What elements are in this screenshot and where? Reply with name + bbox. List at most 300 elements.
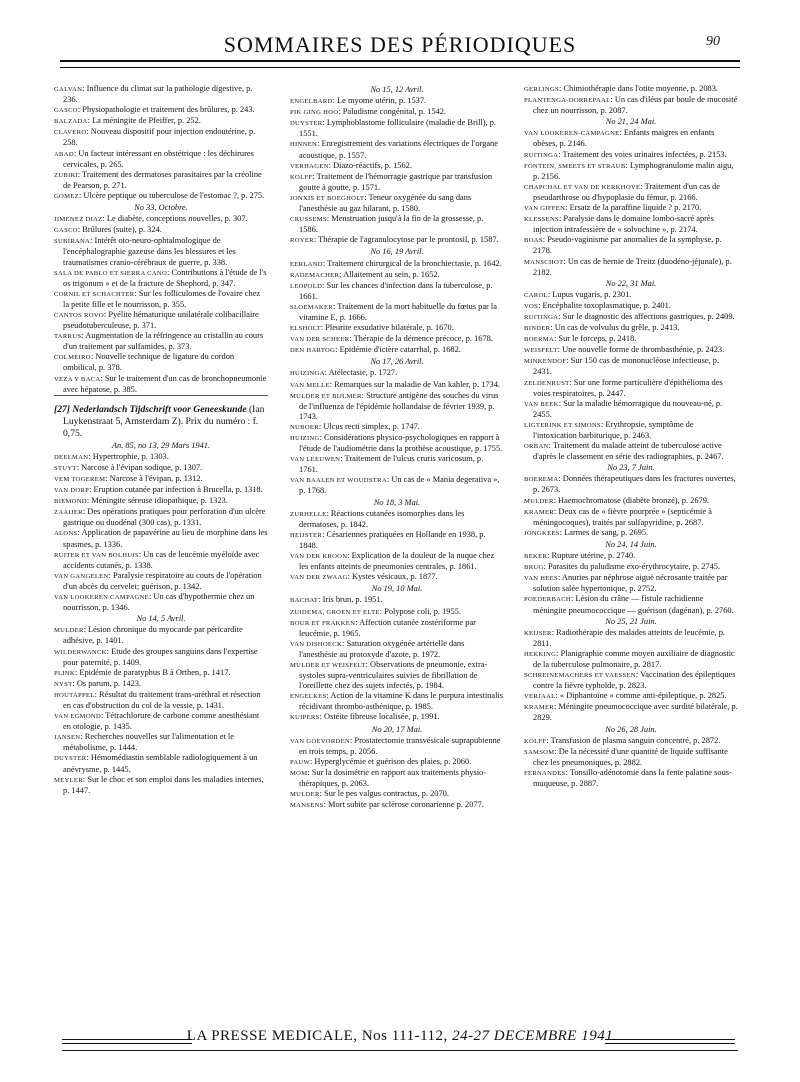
article-entry (54, 571, 268, 592)
article-title: : Ulcère peptique ou tuberculose de l'estomac ?, p. 275. (78, 190, 265, 200)
article-title: : Etude des groupes sanguins dans l'expertise pour paternité, p. 1409. (63, 646, 258, 667)
article-author: MULDER (290, 791, 320, 799)
article-title: : Epidémie d'ictère catarrhal, p. 1682. (335, 345, 461, 355)
article-entry (54, 592, 268, 613)
article-title: : Traitement d'un cas de pseudarthrose ou d'hypoplasie du fémur, p. 2166. (533, 181, 720, 202)
article-title: : Enregistrement des variations électriques de l'organe acoustique, p. 1557. (299, 139, 498, 160)
article-author: BEKER (524, 553, 548, 561)
article-title: : Enfants maigres en enfants obèses, p. 2146. (533, 128, 715, 149)
article-title: : Sur le traitement d'un cas de bronchopneumonie avec hépatose, p. 385. (63, 373, 267, 394)
article-author: JIMENEZ DIAZ (54, 216, 103, 224)
issue-heading: No 33, Octobre. (134, 203, 188, 213)
article-title: : Pseudo-vaginisme par anomalies de la symphyse, p. 2178. (533, 235, 722, 256)
article-entry (524, 128, 738, 149)
article-title: : Sur le forceps, p. 2418. (554, 334, 637, 344)
article-title: : Diazo-réactifs, p. 1562. (328, 160, 412, 170)
article-entry (54, 550, 268, 571)
article-entry (524, 356, 738, 377)
article-title: : Lésion chronique du myocarde par péricardite adhésive, p. 1401. (63, 625, 243, 646)
article-title: : Un cas d'hypothermie chez un nourrisson, p. 1346. (63, 592, 255, 613)
issue-heading: No 17, 26 Avril. (370, 357, 424, 367)
article-author: SUBIRANA (54, 238, 91, 246)
article-author: KUIPERS (290, 714, 320, 722)
article-author: LEOPOLD (290, 282, 323, 290)
article-author: PAUW (290, 758, 311, 766)
article-author: BOERMA (524, 336, 555, 344)
article-author: CANTOS ROVO (54, 311, 104, 319)
article-entry (524, 670, 738, 691)
article-entry (290, 270, 504, 281)
article-author: KLESSENS (524, 216, 560, 224)
article-title: : Un cas d'iléus par boule de mucosité chez un nourrisson, p. 2087. (533, 95, 738, 116)
article-author: GASCO (54, 227, 78, 235)
article-author: ZUBIRI (54, 171, 78, 179)
article-author: MINKENDOF (524, 358, 567, 366)
article-author: HUIZINGA (290, 370, 325, 378)
article-author: ZAAIJER (54, 509, 83, 517)
article-author: GASCO (54, 107, 78, 115)
header-rule (60, 60, 740, 68)
article-entry (54, 116, 268, 127)
article-author: ELSHOLT (290, 325, 321, 333)
footer-rule-right (605, 1039, 735, 1044)
article-author: VAN BAALEN ET WOUDSTRA (290, 477, 387, 485)
journal-heading (54, 395, 268, 440)
article-entry (524, 474, 738, 495)
footer-date: 24-27 DECEMBRE 1941 (452, 1028, 614, 1044)
article-entry (290, 475, 504, 496)
article-entry (290, 618, 504, 639)
article-entry (290, 302, 504, 323)
article-title: : Iris brun, p. 1951. (318, 595, 383, 605)
article-title: : Deux cas de « fièvre pourprée » (septicémie à méningocoques), traités par sulfapyridine, p. 2687. (533, 506, 712, 527)
page-number: 90 (706, 34, 720, 49)
article-author: TARRUS (54, 333, 82, 341)
article-author: LIGTERINK ET SIMONS (524, 421, 602, 429)
article-author: KEIJSER (524, 629, 552, 637)
article-author: BRUG (524, 564, 544, 572)
article-title: : Augmentation de la réfringence au cristallin au cours d'un traitement par sulfamides, p. 373. (63, 331, 264, 352)
article-entry (524, 378, 738, 399)
article-author: RUITINGA (524, 313, 559, 321)
article-title: : Nouvelle technique de ligature du cordon ombilical, p. 378. (63, 352, 235, 373)
article-author: VAN GIFFEN (524, 205, 566, 213)
article-title: : Traitement de l'ulcus cruris varicosum, p. 1761. (299, 454, 484, 475)
article-title: : Lupus vugaris, p. 2301. (547, 289, 632, 299)
article-author: HUIZING (290, 435, 320, 442)
article-title: : Un cas de leucémie myéloïde avec accidents cutanés, p. 1338. (63, 549, 260, 570)
article-entry (524, 496, 738, 507)
article-entry (54, 289, 268, 310)
article-entry (290, 433, 504, 454)
article-title: : Allaitement au sein, p. 1652. (339, 269, 440, 279)
article-entry (524, 399, 738, 420)
article-title: : Prostatectomie transvésicale suprapubienne en trois temps, p. 2056. (299, 735, 501, 756)
article-author: VAN GOEVORDEN (290, 737, 351, 745)
issue-heading: No 23, 7 Juin. (607, 463, 655, 473)
issue-heading: No 21, 24 Mai. (605, 117, 657, 127)
issue-heading: No 25, 21 Juin. (605, 616, 657, 626)
article-author: KOLFF (524, 737, 547, 745)
article-entry (524, 562, 738, 573)
article-author: RUITER ET VAN BOLHUIS (54, 551, 139, 559)
article-entry (54, 625, 268, 646)
article-entry (290, 789, 504, 800)
article-entry (290, 691, 504, 712)
column-right (524, 84, 738, 789)
article-title: : Planigraphie comme moyen auxiliaire de diagnostic de la tuberculose pulmonaire, p. 2817. (533, 648, 735, 669)
article-title: : Lymphoblastome folliculaire (maladie de Brill), p. 1551. (299, 118, 497, 139)
article-title: : Traitement des voies urinaires infectées, p. 2153. (558, 149, 727, 159)
article-author: VAN DER ZWAAG (290, 574, 348, 582)
article-author: GALVAN (54, 86, 83, 93)
article-title: : De la nécessité d'une quantité de liquide suffisante chez les pneumoniques, p. 2882. (533, 746, 728, 767)
journal-title: [27] Nederlandsch Tijdschrift voor Geneeskunde (54, 403, 247, 415)
article-author: MULDER ET WEISFELT (290, 661, 366, 669)
article-author: SCHREINEMACHERS ET VAESSEN (524, 672, 636, 680)
article-title: : Application de papavérine au lieu de morphine dans les spasmes, p. 1336. (63, 528, 268, 549)
article-entry (54, 374, 268, 395)
article-author: ORBAN (524, 443, 549, 451)
article-author: VERJAAL (524, 693, 556, 701)
article-title: : Rupture utérine, p. 2740. (547, 551, 636, 561)
article-author: KRAMER (524, 704, 555, 712)
article-entry (290, 712, 504, 723)
article-author: CRUSSEMS (290, 216, 327, 224)
article-author: DEN HARTOG (290, 347, 336, 355)
article-author: BOEREMA (524, 476, 559, 484)
article-title: : La méningite de Pfeiffer, p. 252. (87, 116, 201, 126)
article-author: DUYSTER (54, 755, 87, 763)
article-title: : Recherches nouvelles sur l'alimentation et le métabolisme, p. 1444. (63, 732, 234, 753)
article-author: WEISFELT (524, 347, 558, 355)
article-entry (524, 182, 738, 203)
article-title: : Menstruation jusqu'à la fin de la grossesse, p. 1586. (299, 214, 484, 235)
article-author: VAN GANGELEN (54, 572, 109, 580)
article-title: : Ersatz de la paraffine liquide ? p. 2170. (565, 203, 702, 213)
article-author: VEM TOGEREM (54, 476, 106, 483)
article-author: JONXIS ET BOEGHOLT (290, 194, 365, 202)
article-title: : Narcose à l'évipan sodique, p. 1307. (76, 462, 203, 472)
article-entry (524, 235, 738, 256)
article-entry (290, 368, 504, 379)
article-title: : Lésion du crâne — fistule rachidienne méningite pneumococcique — guérison (dagénan), p. 2760. (533, 594, 734, 615)
article-author: NUBOER (290, 423, 319, 431)
article-author: HEKKING (524, 650, 557, 658)
article-author: CLAVERO (54, 129, 87, 137)
issue-heading: No 26, 28 Juin. (605, 724, 657, 734)
column-middle (290, 84, 504, 811)
article-entry (290, 509, 504, 530)
article-title: : Saturation oxygénée artérielle dans l'anesthésie au protoxyde d'azote, p. 1972. (299, 638, 465, 659)
article-entry (524, 334, 738, 345)
article-title: : Narcose à l'évipan, p. 1312. (105, 474, 203, 483)
article-entry (290, 607, 504, 618)
article-entry (290, 768, 504, 789)
article-title: : Haemochromatose (diabète bronzé), p. 2679. (553, 495, 709, 505)
article-entry (524, 214, 738, 235)
article-entry (54, 310, 268, 331)
article-author: DEELMAN (54, 453, 89, 461)
article-title: : « Diphantoïne » comme anti-épileptique, p. 2825. (555, 691, 727, 701)
article-author: ZELDENRUST (524, 379, 570, 387)
article-entry (290, 214, 504, 235)
article-author: STUYT (54, 464, 77, 472)
article-entry (524, 290, 738, 301)
article-title: : Larmes de sang, p. 2695. (559, 527, 649, 537)
article-entry (524, 203, 738, 214)
page-title: SOMMAIRES DES PÉRIODIQUES (223, 32, 577, 57)
article-author: FERNANDES (524, 769, 566, 777)
article-title: : Pleurite exsudative bilatérale, p. 1670. (320, 323, 454, 333)
article-entry (54, 732, 268, 753)
article-title: : Césariennes pratiquées en Hollande en 1938, p. 1848. (299, 529, 486, 550)
article-title: : Sur le pes valgus contractus, p. 2070. (319, 789, 449, 799)
article-title: : Sur une forme particulière d'épithélioma des voies respiratoires, p. 2447. (533, 377, 723, 398)
article-title: : Erythropsie, symptôme de l'intoxication barbiturique, p. 2463. (533, 419, 694, 440)
article-author: VAN LOOKEREN CAMPAGNE (54, 594, 149, 602)
article-entry (524, 301, 738, 312)
article-author: BOAS (524, 237, 543, 245)
article-title: : Tonsillo-adénotomie dans la fente palatine sous-muqueuse, p. 2887. (533, 767, 732, 788)
article-entry (290, 193, 504, 214)
article-entry (54, 463, 268, 474)
article-title: : Teneur oxygénée du sang dans l'anesthésie au gaz hilarant, p. 1580. (299, 192, 472, 214)
article-title: : Action de la vitamine K dans le purpura intestinalis récidivant thrombo-asthénique, p. 1985. (299, 691, 504, 712)
article-entry (290, 800, 504, 811)
article-entry (524, 691, 738, 702)
article-title: : Hyperglycémie et guérison des plaies, p. 2060. (310, 756, 472, 766)
bottom-rule (62, 1050, 738, 1053)
journal-info: (Ian Luykenstraat 5, Amsterdam Z). Prix du numéro : f. 0,75. (63, 403, 265, 439)
article-author: HEIJSTER (290, 531, 323, 539)
article-author: VEZA Y BACA (54, 375, 101, 383)
issue-heading: No 15, 12 Avril. (370, 85, 424, 94)
article-author: BINDER (524, 325, 551, 333)
article-title: : Un cas de « Mania degerativa », p. 1768. (299, 475, 500, 496)
article-title: : Méningite pneumococcique avec surdité bilatérale, p. 2829. (533, 702, 738, 723)
article-title: : Chimiothérapie dans l'otite moyenne, p. 2083. (559, 84, 718, 93)
article-title: : Considérations physico-psychologiques en rapport à l'étude de l'audiométrie dans la prothèse acoustique, p. 1755. (299, 433, 503, 454)
article-entry (290, 259, 504, 270)
article-author: SALA DE PABLO ET SIERRA CANO (54, 269, 167, 277)
article-entry (290, 161, 504, 172)
article-author: MOM (290, 769, 308, 777)
article-title: : Un cas de hernie de Treitz (duodéno-jéjunale), p. 2182. (533, 256, 732, 277)
article-entry (290, 595, 504, 606)
issue-heading: An. 85, no 13, 29 Mars 1941. (111, 440, 211, 450)
article-entry (54, 690, 268, 711)
article-title: : Sur les chances d'infection dans la tuberculose, p. 1661. (299, 280, 493, 301)
article-title: : Sur la dosimétrie en rapport aux traitements physio-thérapiques, p. 2063. (299, 767, 487, 788)
article-entry (524, 736, 738, 747)
article-title: : Brûlures (suite), p. 324. (77, 225, 162, 235)
article-entry (54, 711, 268, 732)
article-title: : Ulcus recti simplex, p. 1747. (318, 421, 420, 431)
article-title: : Sur le diagnostic des affections gastriques, p. 2409. (558, 311, 735, 321)
article-title: : Mort subite par sclérose coronarienne p. 2077. (323, 800, 484, 810)
article-author: HOUTAPPEL (54, 691, 95, 699)
article-title: : Sur le choc et son emploi dans les maladies internes, p. 1447. (63, 774, 264, 795)
article-author: VAN MELLE (290, 381, 330, 389)
article-author: ZUIDEMA, GROEN ET ELTE (290, 608, 380, 616)
article-author: SAMSOM (524, 748, 555, 756)
article-entry (54, 268, 268, 289)
article-author: EERLAND (290, 260, 323, 268)
article-title: : Données thérapeutiques dans les fractures ouvertes, p. 2673. (533, 474, 736, 495)
article-author: VERHAGEN (290, 162, 329, 170)
article-entry (54, 496, 268, 507)
article-entry (524, 420, 738, 441)
article-entry (54, 191, 268, 202)
article-title: : Encéphalite toxoplasmatique, p. 2401. (538, 300, 671, 310)
article-author: VAN DER SCHEER (290, 336, 350, 344)
article-author: VAN LEEUWEN (290, 456, 341, 464)
article-title: : Sur la maladie hémorragique du nouveau-né, p. 2455. (533, 398, 723, 419)
footer-journal: LA PRESSE MEDICALE, (186, 1028, 358, 1044)
article-entry (54, 127, 268, 148)
article-author: VAN DORP (54, 487, 90, 495)
article-author: BIEMOND (54, 498, 87, 506)
article-title: : Radiothérapie des malades atteints de leucémie, p. 2811. (533, 627, 726, 648)
article-title: : Epidémie de paratyphus B à Orthen, p. 1417. (74, 667, 231, 677)
article-title: : Physiopathologie et traitement des brûlures, p. 243. (77, 105, 255, 115)
article-author: DUYSTER (290, 120, 323, 128)
article-title: : Polypose coli, p. 1955. (379, 606, 461, 616)
article-entry (524, 84, 738, 95)
article-author: PIK GING HOO (290, 109, 339, 117)
issue-heading: No 22, 31 Mai. (605, 278, 657, 288)
article-author: GOMEZ (54, 192, 79, 200)
issue-heading: No 19, 10 Mai. (371, 584, 423, 594)
article-title: : Anuries par néphrose aiguë nécrosante traitée par solution salée hypertonique, p. 2752. (533, 573, 728, 594)
article-entry (524, 441, 738, 462)
article-entry (54, 753, 268, 774)
article-author: NYST (54, 680, 73, 688)
article-entry (290, 660, 504, 691)
article-title: : Méningite séreuse idiopathique, p. 1323. (86, 496, 228, 506)
article-title: : Traitement des dermatoses parasitaires par la créoline de Pearson, p. 271. (63, 169, 262, 190)
article-author: ENGELKES (290, 693, 327, 701)
article-title: : Sur 150 cas de mononucléose infectieuse, p. 2431. (533, 356, 720, 377)
article-title: : Une nouvelle forme de thrombasthénie, p. 2423. (557, 345, 725, 355)
article-entry (54, 225, 268, 236)
article-author: VOS (524, 302, 539, 310)
article-entry (290, 118, 504, 139)
article-title: : Paralysie dans le domaine lombo-sacré après injection intrafessière de « solvochine », p. 2174. (533, 214, 714, 235)
issue-heading: No 18, 3 Mai. (373, 497, 421, 507)
article-author: WILDERWANCK (54, 648, 107, 656)
article-entry (524, 768, 738, 789)
article-entry (524, 312, 738, 323)
article-author: SLOEMAKER (290, 303, 333, 311)
article-title: : Intérêt oto-neuro-ophtalmologique de l'encéphalographie gazeuse dans les blessures et les traumatismes cranio-cérébraux de guerre, p. 338. (63, 236, 236, 267)
article-author: BACHAT (290, 597, 319, 605)
issue-heading: No 20, 17 Mai. (371, 724, 423, 734)
article-author: PLINK (54, 669, 75, 677)
article-entry (54, 84, 268, 105)
article-entry (290, 323, 504, 334)
article-author: MANSENS (290, 802, 324, 810)
article-entry (54, 236, 268, 267)
article-title: : Traitement chirurgical de la bronchiectasie, p. 1642. (322, 258, 502, 268)
article-entry (290, 345, 504, 356)
article-title: : Eruption cutanée par infection à Brucella, p. 1318. (89, 485, 263, 495)
article-entry (290, 391, 504, 422)
article-entry (524, 649, 738, 670)
article-title: : Tétrachlorure de carbone comme anesthésiant en otologie, p. 1435. (63, 711, 260, 732)
article-title: : Un cas de volvulus du grêle, p. 2413. (550, 323, 680, 333)
article-author: VAN EGMOND (54, 713, 102, 721)
article-entry (290, 172, 504, 193)
article-title: : Explication de la douleur de la nuque chez les enfants atteints de pneumonies centrales, p. 1861. (299, 551, 495, 572)
article-entry (524, 702, 738, 723)
article-title: : Kystes vésicaux, p. 1877. (347, 572, 438, 582)
article-entry (290, 334, 504, 345)
article-entry (54, 668, 268, 679)
article-entry (524, 150, 738, 161)
article-author: KRAMER (524, 508, 555, 516)
article-entry (524, 528, 738, 539)
article-entry (524, 161, 738, 182)
article-author: MULDER (524, 497, 554, 505)
article-author: VAN DER KROON (290, 553, 348, 561)
article-title: : Le diabète, conceptions nouvelles, p. 307. (102, 214, 248, 224)
article-author: CORNIL ET SCHACHTER (54, 290, 135, 298)
article-entry (290, 454, 504, 475)
article-title: : Hypertrophie, p. 1303. (88, 451, 169, 461)
article-entry (290, 572, 504, 583)
article-entry (524, 257, 738, 278)
article-entry (524, 628, 738, 649)
article-title: : Structure antigène des souches du virus de l'influenza de l'épidémie hollandaise de février 1939, p. 1743. (299, 390, 499, 421)
article-author: JONGKEES (524, 529, 560, 537)
column-left (54, 84, 268, 796)
article-title: : Vaccination des épileptiques contre la fièvre typhoïde, p. 2823. (533, 670, 736, 691)
article-author: KOLFF (290, 173, 313, 181)
article-entry (290, 107, 504, 118)
article-entry (54, 105, 268, 116)
article-title: : Thérapie de la démence précoce, p. 1678. (349, 334, 493, 344)
article-title: : Nouveau dispositif pour injection endoutérine, p. 258. (63, 127, 256, 148)
article-title: : Affection cutanée zostériforme par leucémie, p. 1965. (299, 617, 476, 638)
article-entry (290, 422, 504, 433)
article-entry (54, 507, 268, 528)
article-title: : Hémomédiastin semblable radiologiquement à un anévrysme, p. 1445. (63, 753, 258, 774)
article-author: BOUR ET FRAKKEN (290, 619, 356, 627)
article-entry (54, 679, 268, 690)
article-title: : Le myome utérin, p. 1537. (332, 96, 427, 106)
article-author: MEYLER (54, 776, 83, 784)
article-title: : Pyélite hématurique unilatérale colibacillaire pseudotuberculeuse, p. 371. (63, 309, 259, 331)
article-author: COLMEIRO (54, 354, 91, 362)
article-title: : Atélectasie, p. 1727. (324, 368, 398, 378)
article-entry (54, 352, 268, 373)
article-entry (290, 757, 504, 768)
article-entry (54, 647, 268, 668)
article-author: MULDER (54, 627, 84, 635)
article-title: : Thérapie de l'agranulocytose par le prontosil, p. 1587. (313, 235, 499, 245)
article-entry (54, 474, 268, 485)
article-entry (290, 235, 504, 246)
footer-issue: Nos 111-112, (361, 1028, 448, 1044)
article-entry (524, 507, 738, 528)
article-entry (290, 736, 504, 757)
article-author: VAN DISHOECK (290, 640, 343, 648)
article-author: ZURHELLE (290, 510, 327, 518)
article-author: PLANTENGA-DORREPAAL (524, 97, 611, 105)
article-author: MULDER ET BIJLMER (290, 392, 362, 400)
